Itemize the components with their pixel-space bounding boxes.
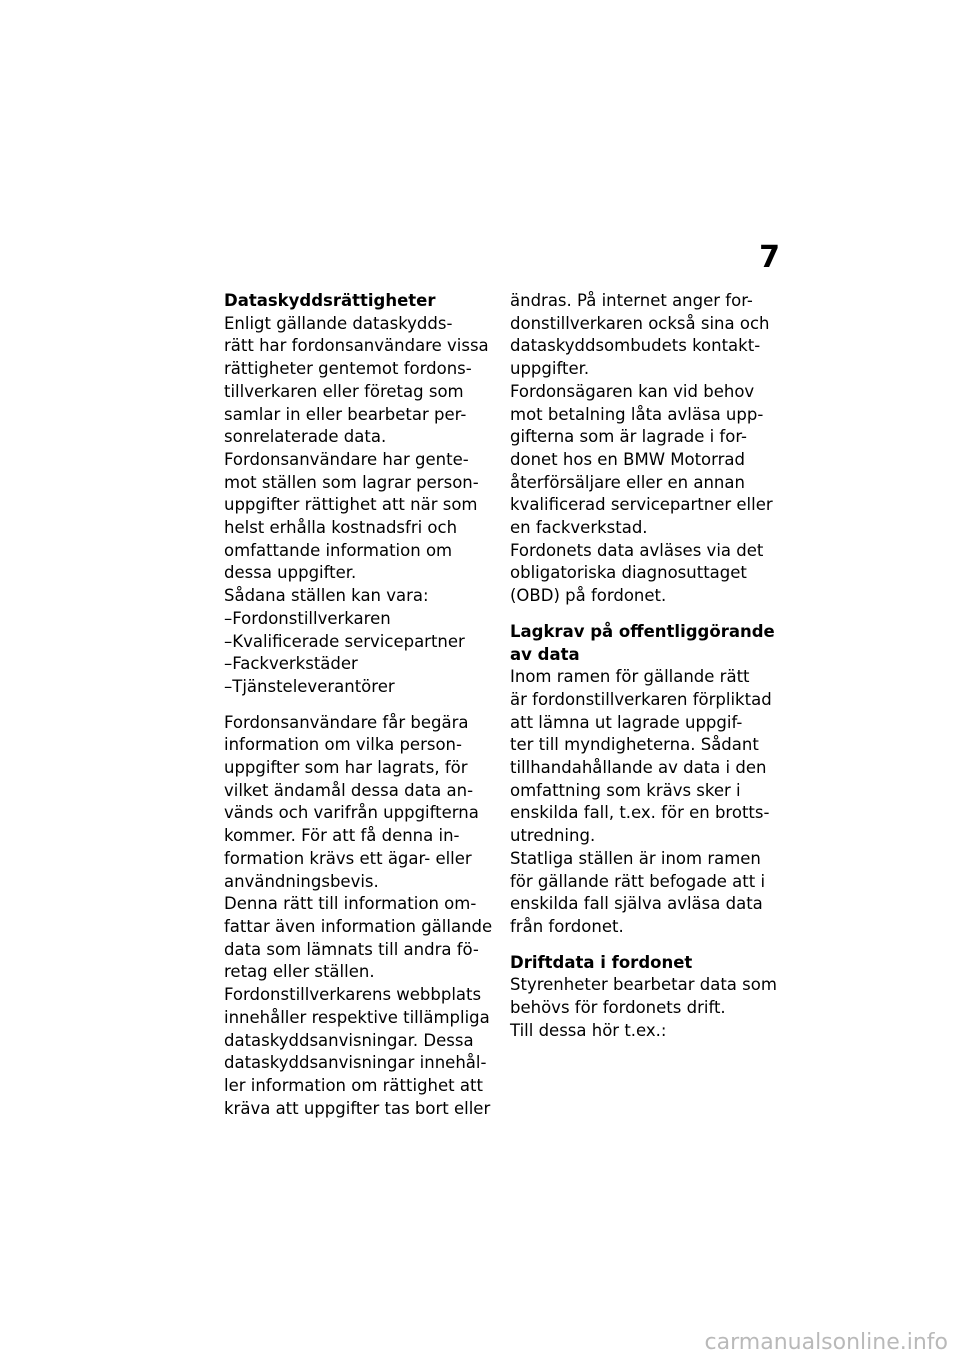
text-line: Fordonsanvändare får begära [224, 712, 469, 732]
text-line: information om vilka person- [224, 735, 462, 755]
text-line: användningsbevis. [224, 871, 379, 891]
left-text-column [224, 290, 509, 1120]
text-line: donet hos en BMW Motorrad [510, 449, 746, 469]
text-line: Denna rätt till information om- [224, 894, 477, 914]
text-line: Sådana ställen kan vara: [224, 586, 429, 606]
text-line: ändras. På internet anger for- [510, 291, 753, 310]
text-line: vilket ändamål dessa data an- [224, 780, 474, 800]
text-line: rätt har fordonsanvändare vissa [224, 336, 489, 356]
section-heading-line: Dataskyddsrättigheter [224, 291, 436, 310]
text-line: vänds och varifrån uppgifterna [224, 803, 479, 823]
paragraph-gap [224, 699, 509, 712]
text-line: uppgifter som har lagrats, för [224, 758, 468, 778]
text-line: enskilda fall själva avläsa data [510, 894, 763, 914]
text-line: data som lämnats till andra fö- [224, 939, 479, 959]
text-line: obligatoriska diagnosuttaget [510, 563, 747, 583]
text-line: omfattande information om [224, 540, 453, 560]
text-line: Fordonsanvändare har gente- [224, 449, 469, 469]
text-line: helst erhålla kostnadsfri och [224, 518, 458, 538]
paragraph-gap [510, 939, 795, 952]
text-line: rättigheter gentemot fordons- [224, 359, 472, 379]
text-line: för gällande rätt befogade att i [510, 871, 766, 891]
text-line: dataskyddsanvisningar innehål- [224, 1053, 487, 1073]
text-line: dataskyddsombudets kontakt- [510, 336, 761, 356]
text-line: Till dessa hör t.ex.: [510, 1020, 667, 1040]
text-line: Enligt gällande dataskydds- [224, 313, 453, 333]
section-heading-line: Driftdata i fordonet [510, 952, 693, 972]
text-line: dataskyddsanvisningar. Dessa [224, 1030, 474, 1050]
text-line: uppgifter. [510, 359, 590, 379]
text-line: –Tjänsteleverantörer [224, 676, 395, 696]
page-number: 7 [759, 240, 780, 275]
text-line: tillverkaren eller företag som [224, 381, 464, 401]
text-line: enskilda fall, t.ex. för en brotts- [510, 803, 770, 823]
text-line: (OBD) på fordonet. [510, 586, 667, 606]
text-line: är fordonstillverkaren förpliktad [510, 689, 772, 709]
text-line: fattar även information gällande [224, 916, 493, 936]
text-line: retag eller ställen. [224, 962, 375, 982]
text-line: –Kvalificerade servicepartner [224, 631, 465, 651]
text-line: sonrelaterade data. [224, 427, 387, 447]
text-line: Statliga ställen är inom ramen [510, 848, 761, 868]
section-heading-line: Lagkrav på offentliggörande [510, 621, 775, 641]
text-line: återförsäljare eller en annan [510, 472, 745, 492]
text-line: ter till myndigheterna. Sådant [510, 735, 759, 755]
text-line: donstillverkaren också sina och [510, 313, 770, 333]
text-line: kräva att uppgifter tas bort eller [224, 1098, 491, 1118]
text-line: uppgifter rättighet att när som [224, 495, 478, 515]
text-line: behövs för fordonets drift. [510, 998, 726, 1018]
text-line: dessa uppgifter. [224, 563, 357, 583]
text-line: tillhandahållande av data i den [510, 758, 767, 778]
watermark-text: carmanualsonline.info [704, 1330, 948, 1355]
text-line: att lämna ut lagrade uppgif- [510, 712, 743, 732]
text-line: utredning. [510, 826, 596, 846]
text-line: kvalificerad servicepartner eller [510, 495, 773, 515]
text-line: Fordonets data avläses via det [510, 540, 764, 560]
text-line: innehåller respektive tillämpliga [224, 1007, 490, 1027]
text-line: mot ställen som lagrar person- [224, 472, 479, 492]
paragraph-gap [510, 608, 795, 621]
text-line: från fordonet. [510, 916, 624, 936]
text-line: gifterna som är lagrade i for- [510, 427, 748, 447]
text-line: mot betalning låta avläsa upp- [510, 404, 764, 424]
text-line: –Fackverkstäder [224, 654, 358, 674]
text-line: omfattning som krävs sker i [510, 780, 741, 800]
text-line: kommer. För att få denna in- [224, 826, 460, 846]
text-line: ler information om rättighet att [224, 1075, 483, 1095]
text-line: formation krävs ett ägar- eller [224, 848, 472, 868]
text-line: Styrenheter bearbetar data som [510, 975, 777, 995]
section-heading-line: av data [510, 644, 580, 664]
right-text-column [510, 290, 795, 1043]
text-line: Fordonsägaren kan vid behov [510, 381, 755, 401]
text-line: Fordonstillverkarens webbplats [224, 985, 482, 1005]
text-line: en fackverkstad. [510, 518, 648, 538]
text-line: samlar in eller bearbetar per- [224, 404, 467, 424]
text-line: Inom ramen för gällande rätt [510, 667, 750, 687]
text-line: –Fordonstillverkaren [224, 608, 391, 628]
